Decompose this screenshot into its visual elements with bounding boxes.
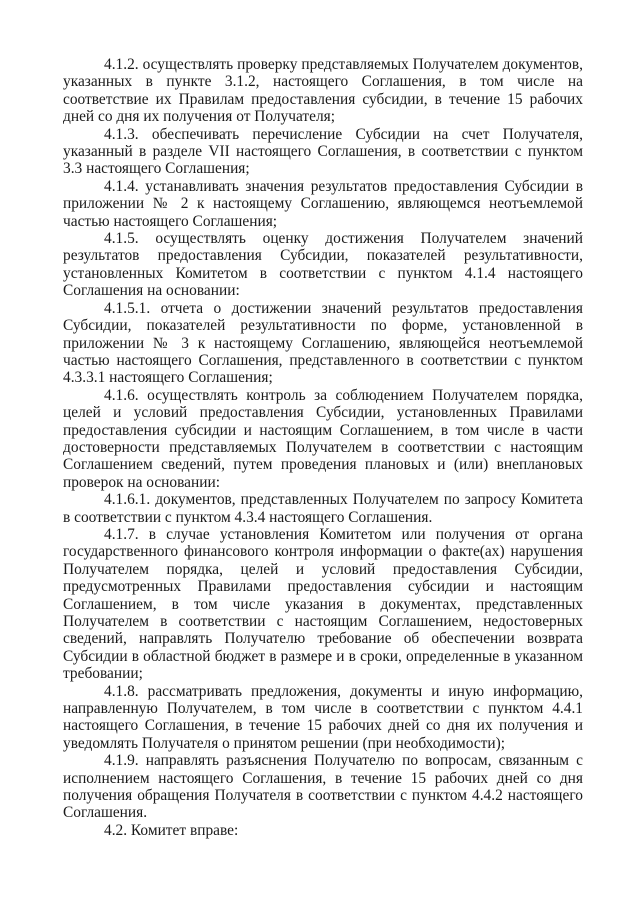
- paragraph-4-1-5-1: 4.1.5.1. отчета о достижении значений результатов предоставления Субсидии, показателей результативности по форме, установленной в приложении № 3 к настоящему Соглашению, являющейся неотъемлемой частью настоящего Соглашения, представленного в соответствии с пунктом 4.3.3.1 настоящего Соглашения;: [63, 299, 583, 387]
- paragraph-4-1-8: 4.1.8. рассматривать предложения, документы и иную информацию, направленную Получателем, в том числе в соответствии с пунктом 4.4.1 настоящего Соглашения, в течение 15 рабочих дней со дня их получения и уведомлять Получателя о принятом решении (при необходимости);: [63, 682, 583, 752]
- paragraph-4-1-2: 4.1.2. осуществлять проверку представляемых Получателем документов, указанных в пункте 3.1.2, настоящего Соглашения, в том числе на соответствие их Правилам предоставления субсидии, в течение 15 рабочих дней со дня их получения от Получателя;: [63, 56, 583, 126]
- paragraph-4-2: 4.2. Комитет вправе:: [104, 821, 239, 839]
- paragraph-4-1-5: 4.1.5. осуществлять оценку достижения Получателем значений результатов предоставления Субсидии, показателей результативности, установленных Комитетом в соответствии с пунктом 4.1.4 настоящего Соглашения на основании:: [63, 230, 583, 300]
- paragraph-4-1-6-1: 4.1.6.1. документов, представленных Получателем по запросу Комитета в соответствии с пунктом 4.3.4 настоящего Соглашения.: [63, 491, 583, 526]
- paragraph-4-1-4: 4.1.4. устанавливать значения результатов предоставления Субсидии в приложении № 2 к настоящему Соглашению, являющемся неотъемлемой частью настоящего Соглашения;: [63, 177, 583, 230]
- document-page: [63, 56, 583, 839]
- paragraph-4-1-7: 4.1.7. в случае установления Комитетом или получения от органа государственного финансового контроля информации о факте(ах) нарушения Получателем порядка, целей и условий предоставления Субсидии, предусмотренных Правилами предоставления субсидии и настоящим Соглашением, в том числе указания в документах, представленных Получателем в соответствии с настоящим Соглашением, недостоверных сведений, направлять Получателю требование об обеспечении возврата Субсидии в областной бюджет в размере и в сроки, определенные в указанном требовании;: [63, 525, 583, 683]
- paragraph-4-1-9: 4.1.9. направлять разъяснения Получателю по вопросам, связанным с исполнением настоящего Соглашения, в течение 15 рабочих дней со дня получения обращения Получателя в соответствии с пунктом 4.4.2 настоящего Соглашения.: [63, 752, 583, 822]
- paragraph-4-1-6: 4.1.6. осуществлять контроль за соблюдением Получателем порядка, целей и условий предоставления Субсидии, установленных Правилами предоставления субсидии и настоящим Соглашением, в том числе в части достоверности представляемых Получателем в соответствии с настоящим Соглашением сведений, путем проведения плановых и (или) внеплановых проверок на основании:: [63, 386, 583, 491]
- paragraph-4-1-3: 4.1.3. обеспечивать перечисление Субсидии на счет Получателя, указанный в разделе VII настоящего Соглашения, в соответствии с пунктом 3.3 настоящего Соглашения;: [63, 125, 583, 178]
